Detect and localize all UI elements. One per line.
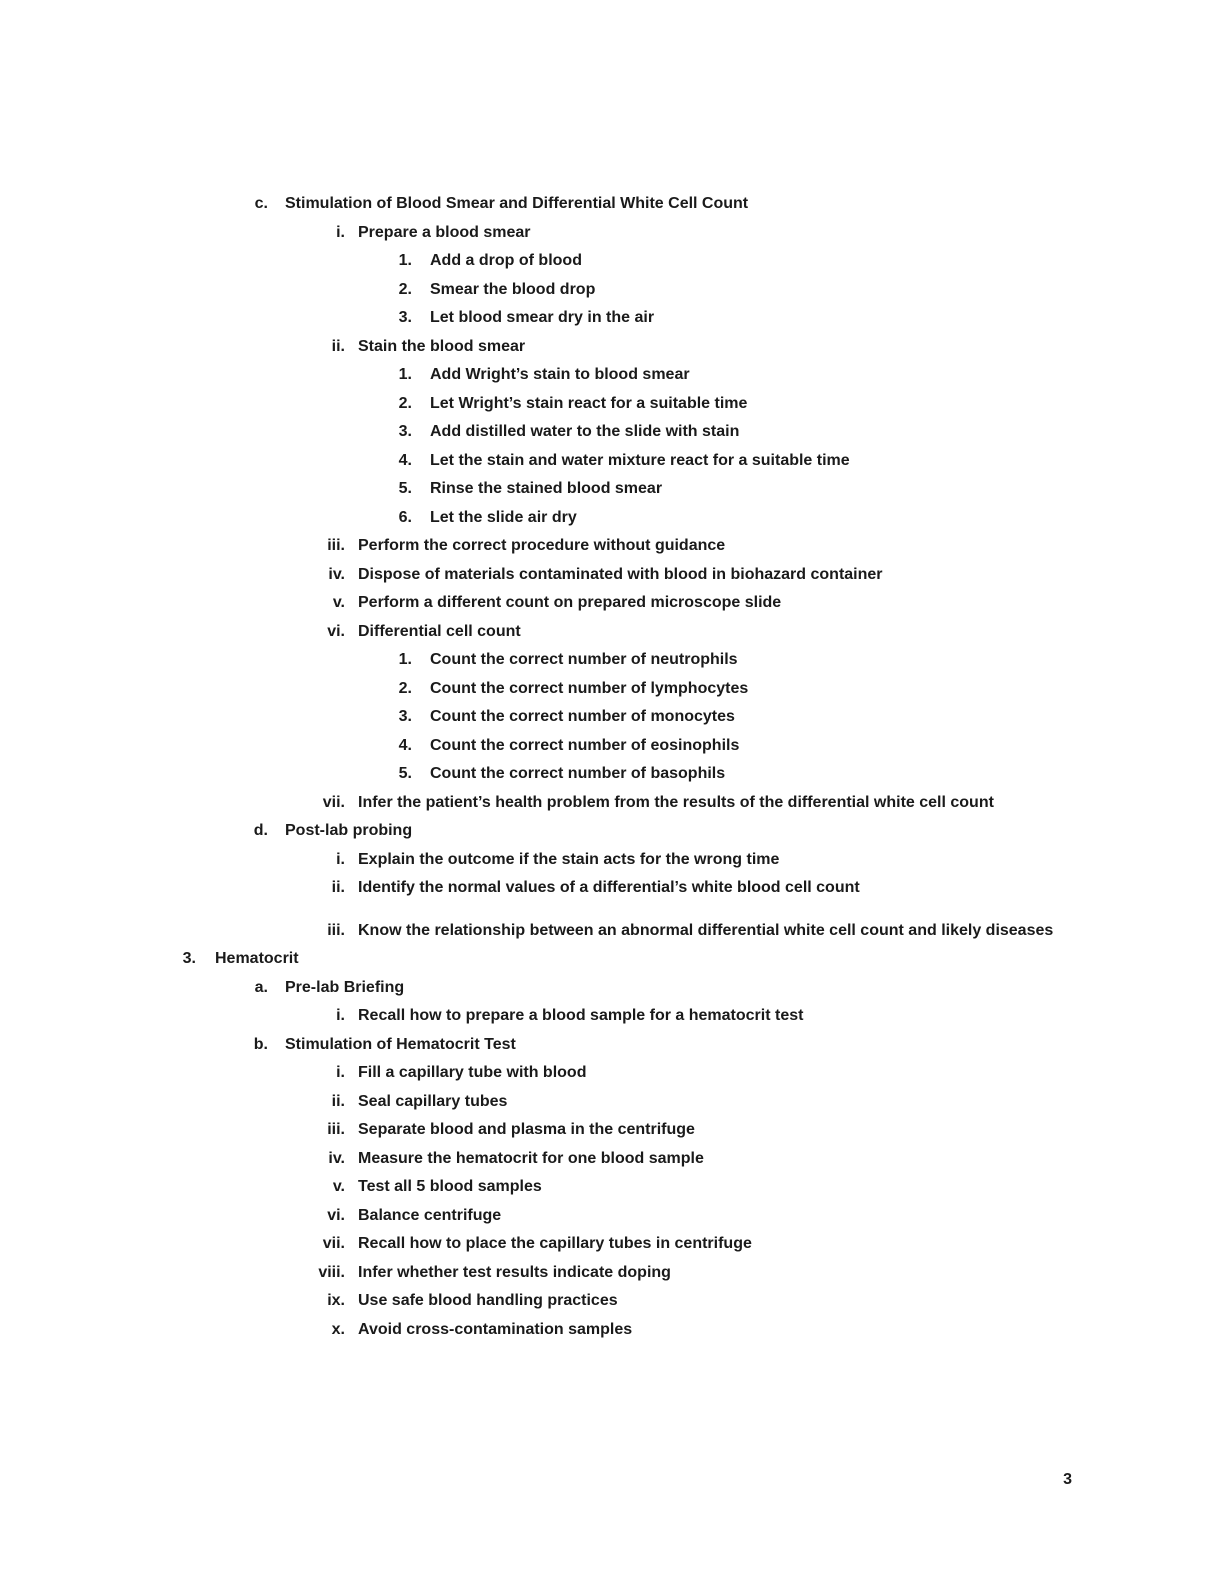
list-marker: 3. xyxy=(182,950,196,967)
list-item xyxy=(0,219,1090,248)
list-item-text: Use safe blood handling practices xyxy=(358,1292,618,1309)
list-marker: v. xyxy=(332,594,345,611)
list-item-text: Count the correct number of monocytes xyxy=(430,708,735,725)
list-item-text: Recall how to place the capillary tubes in centrifuge xyxy=(358,1235,752,1252)
list-item-text: Let the stain and water mixture react for a suitable time xyxy=(430,451,850,469)
list-item-text: Prepare a blood smear xyxy=(358,223,531,241)
list-item xyxy=(0,945,1090,974)
list-item xyxy=(0,1202,1090,1231)
list-item-text: Recall how to prepare a blood sample for a hematocrit test xyxy=(358,1007,804,1024)
list-item xyxy=(0,1059,1090,1088)
list-marker: ii. xyxy=(331,1092,345,1110)
list-item-text: Seal capillary tubes xyxy=(358,1092,508,1110)
list-item xyxy=(0,974,1090,1003)
list-item xyxy=(0,789,1090,818)
list-marker: i. xyxy=(336,1064,345,1081)
list-item xyxy=(0,190,1090,219)
list-marker: 2. xyxy=(398,679,412,697)
list-item-text: Identify the normal values of a differential’s white blood cell count xyxy=(358,879,860,896)
list-marker: ix. xyxy=(327,1292,345,1309)
list-marker: iv. xyxy=(328,565,345,583)
list-marker: 5. xyxy=(398,480,412,497)
list-item xyxy=(0,1145,1090,1174)
list-item-text: Rinse the stained blood smear xyxy=(430,480,663,497)
page-number: 3 xyxy=(1063,1471,1072,1488)
list-item-text: Balance centrifuge xyxy=(358,1206,502,1224)
list-item xyxy=(0,732,1090,761)
list-item-text: Let Wright’s stain react for a suitable time xyxy=(430,394,748,412)
list-marker: 3. xyxy=(398,309,412,326)
list-marker: 4. xyxy=(398,736,412,754)
list-item-text: Know the relationship between an abnormal differential white cell count and likely diseases xyxy=(358,921,1054,939)
list-item xyxy=(0,917,1090,946)
list-marker: 2. xyxy=(398,280,412,298)
list-item xyxy=(0,1173,1090,1202)
list-marker: 6. xyxy=(398,508,412,526)
list-item xyxy=(0,447,1090,476)
list-marker: 1. xyxy=(398,252,412,269)
list-marker: iii. xyxy=(327,1121,345,1138)
list-marker: iii. xyxy=(327,537,345,554)
list-item xyxy=(0,1116,1090,1145)
list-item-text: Perform a different count on prepared microscope slide xyxy=(358,594,782,611)
list-item-text: Infer whether test results indicate doping xyxy=(358,1263,671,1281)
list-marker: c. xyxy=(254,195,268,212)
list-item xyxy=(0,1230,1090,1259)
list-item xyxy=(0,675,1090,704)
list-marker: i. xyxy=(336,223,345,241)
list-marker: 5. xyxy=(398,765,412,782)
list-item-text: Count the correct number of lymphocytes xyxy=(430,679,749,697)
list-item-text: Stimulation of Blood Smear and Differential White Cell Count xyxy=(285,195,749,212)
list-item xyxy=(0,846,1090,875)
list-marker: i. xyxy=(336,1007,345,1024)
list-marker: iv. xyxy=(328,1149,345,1167)
list-item-text: Add distilled water to the slide with stain xyxy=(430,423,740,440)
list-item xyxy=(0,247,1090,276)
list-marker: viii. xyxy=(318,1263,345,1281)
list-item xyxy=(0,390,1090,419)
list-marker: 3. xyxy=(398,423,412,440)
list-item xyxy=(0,1002,1090,1031)
list-item-text: Count the correct number of eosinophils xyxy=(430,736,740,754)
list-marker: d. xyxy=(253,822,268,839)
list-item xyxy=(0,475,1090,504)
list-marker: 4. xyxy=(398,451,412,469)
list-item-text: Pre-lab Briefing xyxy=(285,978,405,996)
list-item-text: Avoid cross-contamination samples xyxy=(358,1320,633,1338)
list-item-text: Smear the blood drop xyxy=(430,280,596,298)
list-item-text: Count the correct number of basophils xyxy=(430,765,726,782)
list-item xyxy=(0,304,1090,333)
list-item-text: Add a drop of blood xyxy=(430,252,582,269)
list-item-text: Separate blood and plasma in the centrifuge xyxy=(358,1121,695,1138)
list-item xyxy=(0,589,1090,618)
list-item xyxy=(0,418,1090,447)
list-item-text: Stain the blood smear xyxy=(358,337,526,355)
list-item-text: Measure the hematocrit for one blood sample xyxy=(358,1149,704,1167)
list-item xyxy=(0,703,1090,732)
list-item xyxy=(0,760,1090,789)
list-item xyxy=(0,532,1090,561)
list-marker: 3. xyxy=(398,708,412,725)
list-item-text: Differential cell count xyxy=(358,622,521,640)
list-item xyxy=(0,276,1090,305)
list-marker: ii. xyxy=(331,879,345,896)
list-marker: vii. xyxy=(322,1235,345,1252)
list-marker: x. xyxy=(331,1320,345,1338)
list-marker: 2. xyxy=(398,394,412,412)
list-item xyxy=(0,1316,1090,1345)
list-item-text: Test all 5 blood samples xyxy=(358,1178,542,1195)
list-item xyxy=(0,874,1090,903)
list-marker: v. xyxy=(332,1178,345,1195)
list-marker: i. xyxy=(336,850,345,868)
list-item xyxy=(0,1259,1090,1288)
list-item xyxy=(0,817,1090,846)
list-item-text: Add Wright’s stain to blood smear xyxy=(430,366,690,383)
list-item xyxy=(0,561,1090,590)
list-item-text: Post-lab probing xyxy=(285,822,413,839)
list-marker: iii. xyxy=(327,921,345,939)
list-item xyxy=(0,333,1090,362)
list-marker: 1. xyxy=(398,366,412,383)
list-marker: 1. xyxy=(398,651,412,668)
list-marker: vii. xyxy=(322,793,345,811)
list-marker: ii. xyxy=(331,337,345,355)
list-item xyxy=(0,361,1090,390)
list-item xyxy=(0,504,1090,533)
list-item-text: Stimulation of Hematocrit Test xyxy=(285,1035,516,1053)
list-marker: vi. xyxy=(327,622,345,640)
list-item-text: Let blood smear dry in the air xyxy=(430,309,655,326)
list-item-text: Dispose of materials contaminated with blood in biohazard container xyxy=(358,565,883,583)
list-marker: a. xyxy=(254,978,268,996)
list-item xyxy=(0,1287,1090,1316)
list-item-text: Hematocrit xyxy=(215,950,299,967)
list-item-text: Perform the correct procedure without guidance xyxy=(358,537,726,554)
list-item-text: Fill a capillary tube with blood xyxy=(358,1064,587,1081)
list-item xyxy=(0,1031,1090,1060)
list-item xyxy=(0,646,1090,675)
list-item-text: Infer the patient’s health problem from the results of the differential white cell count xyxy=(358,793,994,811)
list-marker: vi. xyxy=(327,1206,345,1224)
list-item-text: Count the correct number of neutrophils xyxy=(430,651,738,668)
list-marker: b. xyxy=(253,1035,268,1053)
list-item xyxy=(0,1088,1090,1117)
list-item xyxy=(0,618,1090,647)
list-item-text: Let the slide air dry xyxy=(430,508,577,526)
list-item-text: Explain the outcome if the stain acts for the wrong time xyxy=(358,850,780,868)
